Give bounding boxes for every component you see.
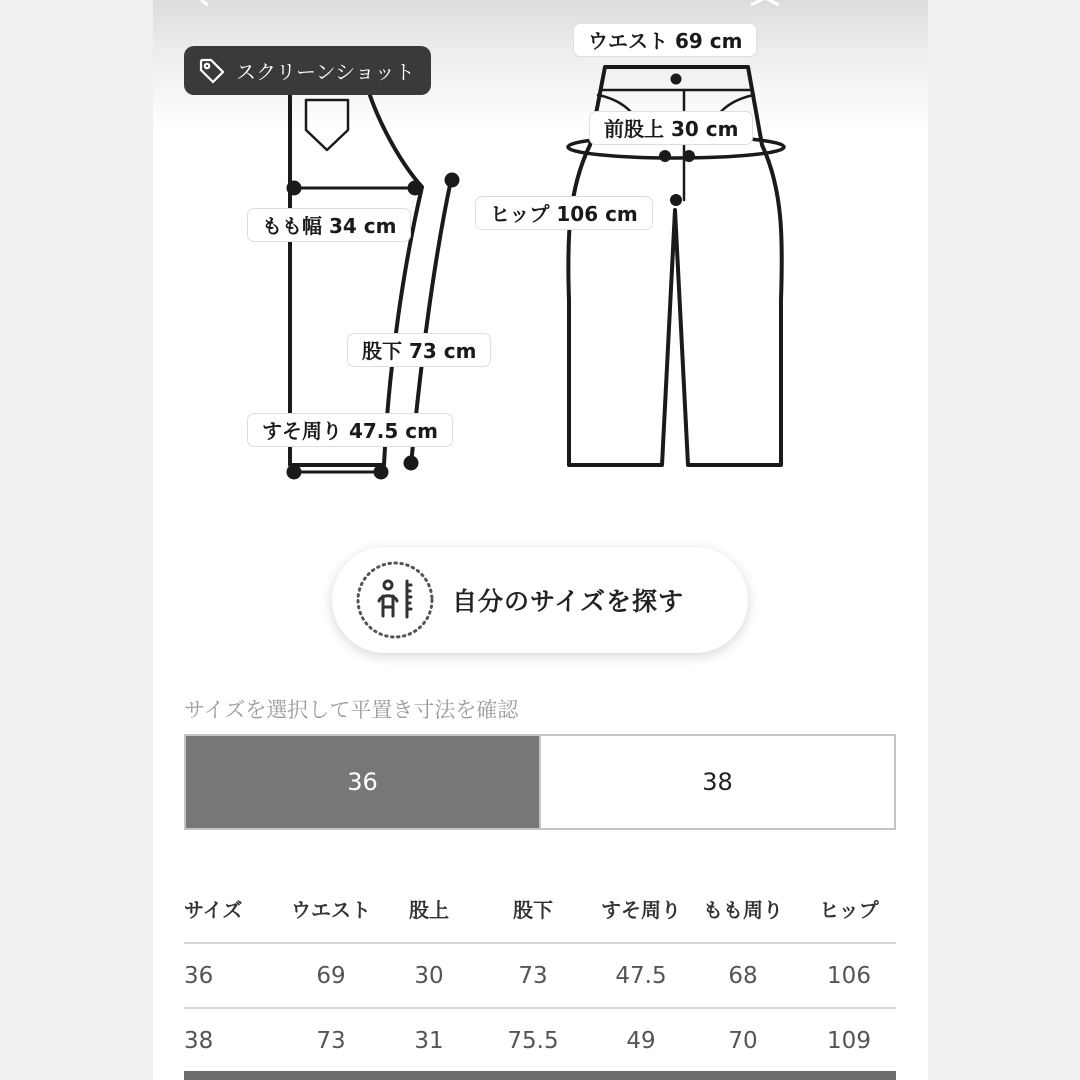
- size-option-36[interactable]: 36: [186, 736, 539, 828]
- bottom-bar: [184, 1071, 896, 1080]
- table-cell: 75.5: [468, 1008, 598, 1073]
- side-view-pants: [290, 70, 451, 465]
- table-header: 股下: [468, 875, 598, 943]
- thigh-width-label: もも幅 34 cm: [247, 208, 411, 242]
- find-my-size-button[interactable]: [332, 547, 748, 653]
- star-icon: [751, 0, 779, 5]
- size-guide-page: [153, 0, 928, 1080]
- size-selector: [184, 734, 896, 830]
- inseam-measure-dot-top: [446, 174, 458, 186]
- side-view-back-pocket: [306, 100, 348, 150]
- table-cell: 70: [684, 1008, 802, 1073]
- table-cell: 106: [802, 943, 896, 1008]
- front-rise-label: 前股上 30 cm: [589, 111, 753, 145]
- table-cell: 47.5: [598, 943, 684, 1008]
- thigh-measure-dot-left: [288, 182, 300, 194]
- table-header: サイズ: [184, 875, 272, 943]
- hem-measure-dot-right: [375, 466, 387, 478]
- person-measure-icon: [354, 559, 436, 641]
- hem-label: すそ周り 47.5 cm: [247, 413, 453, 447]
- size-option-38[interactable]: 38: [539, 736, 894, 828]
- size-select-instruction: サイズを選択して平置き寸法を確認: [184, 698, 519, 722]
- hem-measure-dot-left: [288, 466, 300, 478]
- waist-measure-dot: [671, 74, 682, 85]
- table-header: ウエスト: [272, 875, 390, 943]
- hip-measure-dot: [670, 194, 682, 206]
- size-table: [184, 875, 896, 1074]
- side-view-outline: [290, 70, 422, 465]
- table-cell: 31: [390, 1008, 468, 1073]
- table-cell: 69: [272, 943, 390, 1008]
- table-header: もも周り: [684, 875, 802, 943]
- table-cell: 109: [802, 1008, 896, 1073]
- table-header: ヒップ: [802, 875, 896, 943]
- table-header: 股上: [390, 875, 468, 943]
- table-row: [184, 1008, 896, 1073]
- front-rise-measure-dot-right: [683, 150, 695, 162]
- thigh-measure-dot-right: [409, 182, 421, 194]
- tag-icon: [198, 57, 226, 85]
- table-cell: 30: [390, 943, 468, 1008]
- hip-label: ヒップ 106 cm: [475, 196, 653, 230]
- table-cell: 68: [684, 943, 802, 1008]
- waist-label: ウエスト 69 cm: [573, 23, 757, 57]
- left-cutoff-icon: [201, 0, 208, 5]
- top-cutoff-icons: [201, 0, 779, 5]
- table-cell: 49: [598, 1008, 684, 1073]
- table-cell: 38: [184, 1008, 272, 1073]
- screenshot-chip[interactable]: [184, 46, 431, 95]
- inseam-label: 股下 73 cm: [347, 333, 491, 367]
- find-my-size-label: 自分のサイズを探す: [452, 587, 685, 616]
- front-rise-measure-dot-left: [659, 150, 671, 162]
- table-row: [184, 943, 896, 1008]
- table-header: すそ周り: [598, 875, 684, 943]
- table-header-row: [184, 875, 896, 943]
- screenshot-chip-label: スクリーンショット: [236, 60, 415, 84]
- table-cell: 36: [184, 943, 272, 1008]
- inseam-measure-dot-bottom: [405, 457, 417, 469]
- table-cell: 73: [468, 943, 598, 1008]
- table-cell: 73: [272, 1008, 390, 1073]
